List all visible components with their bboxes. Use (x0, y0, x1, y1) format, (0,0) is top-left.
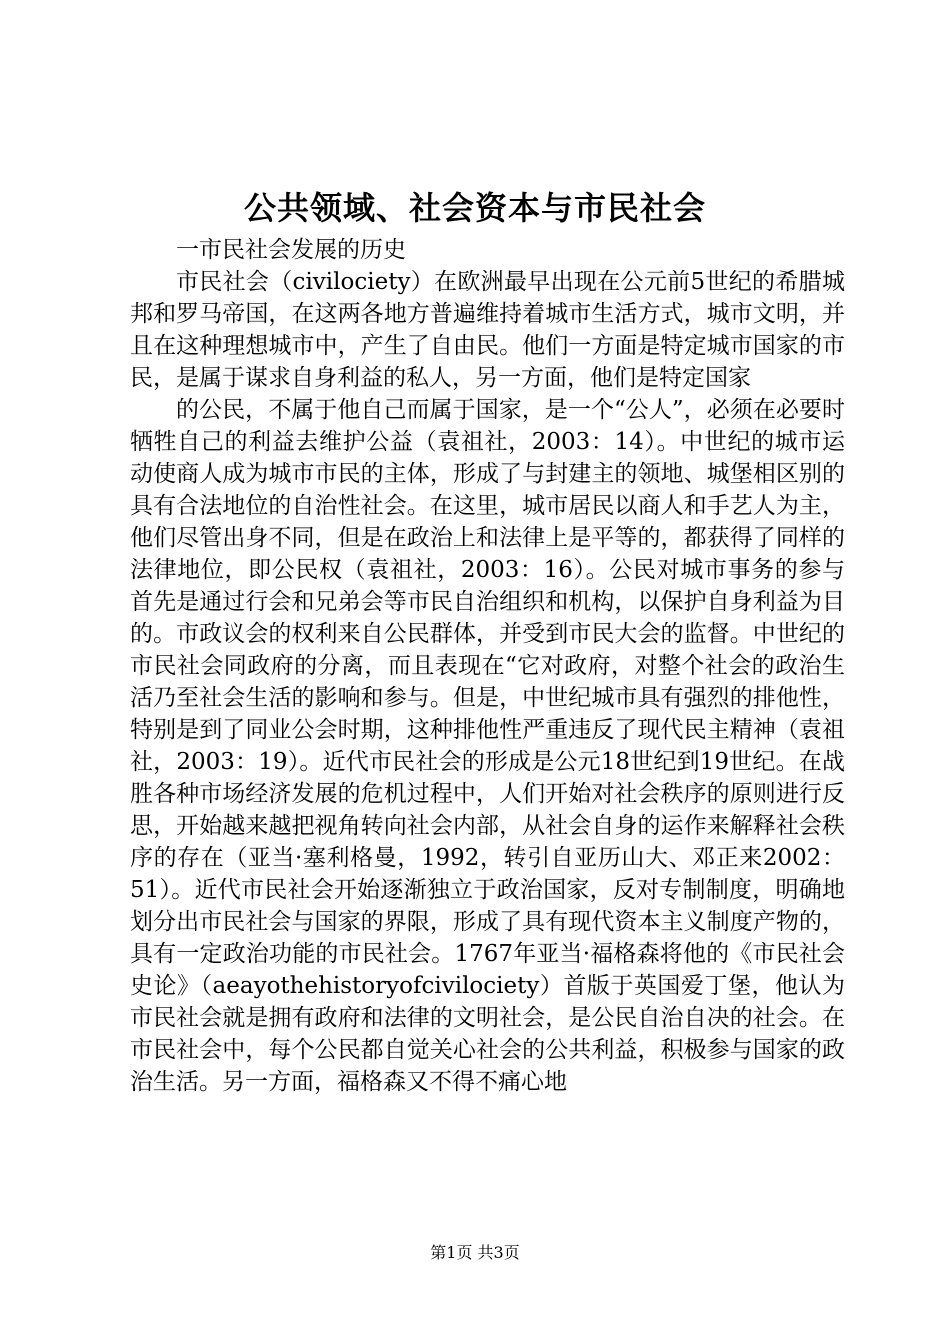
document-title: 公共领域、社会资本与市民社会 (243, 189, 706, 227)
body-paragraph: 市民社会（civilociety）在欧洲最早出现在公元前5世纪的希腊城邦和罗马帝国，在这两各地方普遍维持着城市生活方式，城市文明，并且在这种理想城市中，产生了自由民。他们一方面是特定城市国家的市民，是属于谋求自身利益的私人，另一方面，他们是特定国家 (130, 269, 845, 391)
document-body (130, 234, 845, 1098)
body-paragraph: 的公民，不属于他自己而属于国家，是一个“公人”，必须在必要时牺牲自己的利益去维护公益（袁祖社，2003：14）。中世纪的城市运动使商人成为城市市民的主体，形成了与封建主的领地、城堡相区别的具有合法地位的自治性社会。在这里，城市居民以商人和手艺人为主，他们尽管出身不同，但是在政治上和法律上是平等的，都获得了同样的法律地位，即公民权（袁祖社，2003：16）。公民对城市事务的参与首先是通过行会和兄弟会等市民自治组织和机构，以保护自身利益为目的。市政议会的权利来自公民群体，并受到市民大会的监督。中世纪的市民社会同政府的分离，而且表现在“它对政府，对整个社会的政治生活乃至社会生活的影响和参与。但是，中世纪城市具有强烈的排他性，特别是到了同业公会时期，这种排他性严重违反了现代民主精神（袁祖社，2003：19）。近代市民社会的形成是公元18世纪到19世纪。在战胜各种市场经济发展的危机过程中，人们开始对社会秩序的原则进行反思，开始越来越把视角转向社会内部，从社会自身的运作来解释社会秩序的存在（亚当·塞利格曼，1992，转引自亚历山大、邓正来2002：51）。近代市民社会开始逐渐独立于政治国家，反对专制制度，明确地划分出市民社会与国家的界限，形成了具有现代资本主义制度产物的，具有一定政治功能的市民社会。1767年亚当·福格森将他的《市民社会史论》（aeayothehistoryofcivilociety）首版于英国爱丁堡，他认为市民社会就是拥有政府和法律的文明社会，是公民自治自决的社会。在市民社会中，每个公民都自觉关心社会的公共利益，积极参与国家的政治生活。另一方面，福格森又不得不痛心地 (130, 397, 845, 1095)
section-heading: 一市民社会发展的历史 (176, 237, 406, 263)
page-footer: 第1页 共3页 (430, 1243, 520, 1262)
